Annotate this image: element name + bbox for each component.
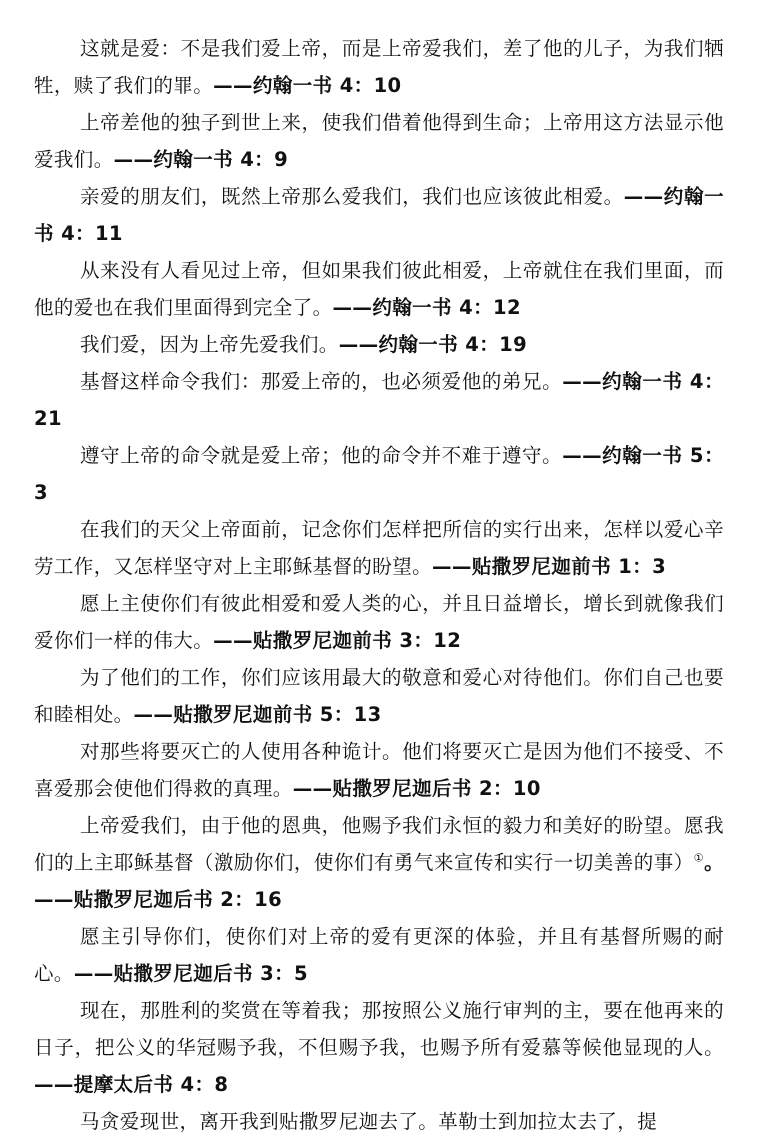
verse-entry	[34, 104, 724, 178]
verse-reference: ——约翰一书 4：19	[338, 333, 528, 356]
verse-reference: ——贴撒罗尼迦后书 2：10	[292, 777, 541, 800]
verse-entry	[34, 1103, 724, 1140]
verse-reference: 。——贴撒罗尼迦后书 2：16	[34, 851, 724, 911]
verse-text: 对那些将要灭亡的人使用各种诡计。他们将要灭亡是因为他们不接受、不喜爱那会使他们得救的真理。	[34, 740, 724, 800]
verse-reference: ——贴撒罗尼迦后书 3：5	[73, 962, 308, 985]
verse-entry	[34, 733, 724, 807]
verse-entry	[34, 511, 724, 585]
verse-reference: ——约翰一书 4：10	[213, 74, 402, 97]
verse-reference: ——约翰一书 4：11	[34, 185, 724, 245]
verse-text: 我们爱，因为上帝先爱我们。	[80, 333, 339, 356]
verse-reference: ——约翰一书 4：12	[332, 296, 521, 319]
verse-entry	[34, 30, 724, 104]
verse-entry	[34, 807, 724, 918]
verse-text: 上帝爱我们，由于他的恩典，他赐予我们永恒的毅力和美好的盼望。愿我们的上主耶稣基督（激励你们，使你们有勇气来宣传和实行一切美善的事）	[34, 814, 724, 874]
verse-entry	[34, 178, 724, 252]
verse-entry	[34, 992, 724, 1103]
verse-text: 马贪爱现世，离开我到贴撒罗尼迦去了。革勒士到加拉太去了，提	[80, 1110, 658, 1133]
verse-entry	[34, 918, 724, 992]
verse-text: 上帝差他的独子到世上来，使我们借着他得到生命；上帝用这方法显示他爱我们。	[34, 111, 724, 171]
verse-text: 基督这样命令我们：那爱上帝的，也必须爱他的弟兄。	[80, 370, 563, 393]
verse-text: 亲爱的朋友们，既然上帝那么爱我们，我们也应该彼此相爱。	[80, 185, 624, 208]
verse-text: 从来没有人看见过上帝，但如果我们彼此相爱，上帝就住在我们里面，而他的爱也在我们里面得到完全了。	[34, 259, 724, 319]
verse-reference: ——约翰一书 5：3	[34, 444, 724, 504]
verse-text: 遵守上帝的命令就是爱上帝；他的命令并不难于遵守。	[80, 444, 563, 467]
verse-text: 这就是爱：不是我们爱上帝，而是上帝爱我们，差了他的儿子，为我们牺牲，赎了我们的罪。	[34, 37, 724, 97]
verse-entry	[34, 585, 724, 659]
verse-reference: ——贴撒罗尼迦前书 3：12	[213, 629, 462, 652]
verse-entry	[34, 326, 724, 363]
verse-entry	[34, 659, 724, 733]
verse-text: 现在，那胜利的奖赏在等着我；那按照公义施行审判的主，要在他再来的日子，把公义的华冠赐予我，不但赐予我，也赐予所有爱慕等候他显现的人。	[34, 999, 724, 1059]
verse-reference: ——贴撒罗尼迦前书 1：3	[432, 555, 667, 578]
verse-entry	[34, 252, 724, 326]
verse-reference: ——约翰一书 4：9	[113, 148, 289, 171]
verse-text: 在我们的天父上帝面前，记念你们怎样把所信的实行出来，怎样以爱心辛劳工作，又怎样坚守对上主耶稣基督的盼望。	[34, 518, 724, 578]
verse-reference: ——约翰一书 4：21	[34, 370, 724, 430]
verse-text: 为了他们的工作，你们应该用最大的敬意和爱心对待他们。你们自己也要和睦相处。	[34, 666, 724, 726]
verse-text: 愿上主使你们有彼此相爱和爱人类的心，并且日益增长，增长到就像我们爱你们一样的伟大。	[34, 592, 724, 652]
verse-entry	[34, 363, 724, 437]
footnote-marker: ①	[693, 851, 705, 865]
verse-reference: ——提摩太后书 4：8	[34, 1073, 229, 1096]
verse-reference: ——贴撒罗尼迦前书 5：13	[133, 703, 382, 726]
verse-entry	[34, 437, 724, 511]
verse-text: 愿主引导你们，使你们对上帝的爱有更深的体验，并且有基督所赐的耐心。	[34, 925, 724, 985]
